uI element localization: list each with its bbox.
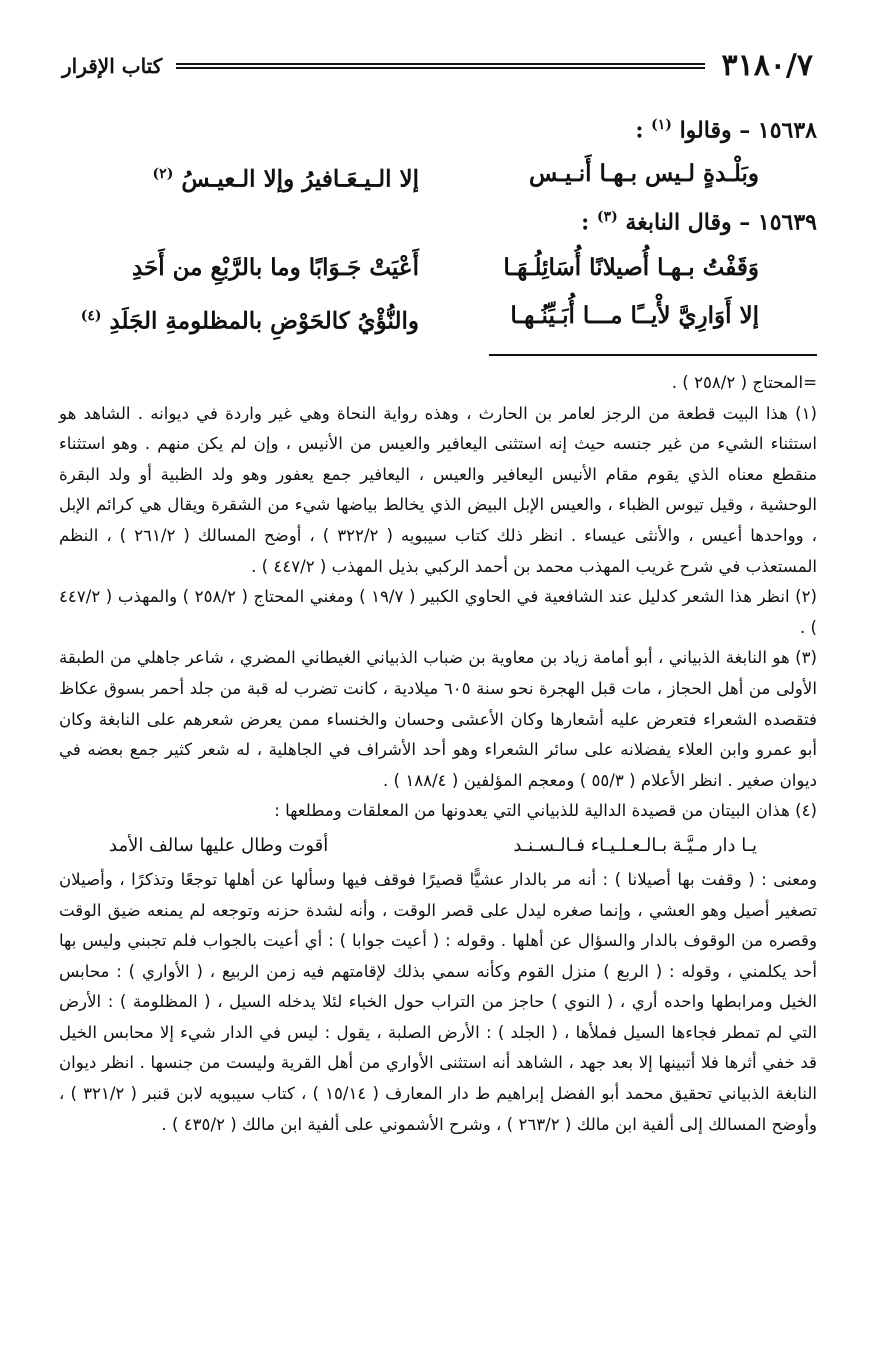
entry-15639-heading <box>581 200 817 239</box>
verse-first-hemistich: وَقَفْتُ بـهـا أُصيلانًا أُسَائِلُـهَـا <box>503 254 759 281</box>
entry-label: ١٥٦٣٩ – وقال النابغة <box>625 209 817 236</box>
footnote-4-body: ومعنى : ( وقفت بها أصيلانا ) : أنه مر بالدار عشيًّا قصيرًا فوقف فيها وسألها عن أهلها توجعًا وتذكرًا ، وأصيلان تصغير أصيل وهو العشي ، وإنما صغره ليدل على قصر الوقت ، وأنه لشدة حزنه وتوجعه لم يمنعه ضيق الوقت وقصره من الوقوف بالدار والسؤال عن أهلها . وقوله : ( أعيت جوابا ) : أي أعيت بالجواب فلم تجبني وليس بها أحد يكلمني ، وقوله : ( الربع ) منزل القوم وكأنه سمي بذلك لإقامتهم فيه زمن الربيع ، ( الأواري ) : محابس الخيل ومرابطها واحده أري ، ( النوي ) حاجز من التراب حول الخباء لئلا يدخله السيل ، ( المظلومة ) : الأرض التي لم تمطر فجاءها السيل فملأها ، ( الجلد ) : الأرض الصلبة ، يقول : ليس في الدار شيء إلا محابس الخيل قد خفي أثرها فلا أتبينها إلا بعد جهد ، الشاهد أنه استثنى الأواري من أهل القرية وليست من جنسها . انظر ديوان النابغة الذبياني تحقيق محمد أبو الفضل إبراهيم ط دار المعارف ( ١٥/١٤ ) ، كتاب سيبويه لابن قنبر ( ٣٢١/٢ ) ، وأوضح المسالك إلى ألفية ابن مالك ( ٢٦٣/٢ ) ، وشرح الأشموني على ألفية ابن مالك ( ٤٣٥/٢ ) . <box>59 869 817 1134</box>
verse-first-hemistich: يـا دار مـيَّـة بـالـعـلـيـاء فـالـسـنـد <box>513 834 757 856</box>
footnote-4-verse <box>59 827 817 865</box>
verse-first-hemistich: إلا أَوَارِيَّ لأْيــًا مـــا أُبَـيِّنُـهـا <box>510 302 759 329</box>
page-reference: ٣١٨٠/٧ <box>721 48 813 83</box>
hemistich-text: إلا الـيـعَـافيرُ وإلا الـعيـسُ <box>181 165 419 193</box>
verse-second-hemistich <box>81 296 419 342</box>
hemistich-text: والنُّؤْيُ كالحَوْضِ بالمظلومةِ الجَلَدِ <box>109 307 419 335</box>
footnote-continuation: =المحتاج ( ٢٥٨/٢ ) . <box>671 373 817 392</box>
footnote-3: (٣) هو النابغة الذبياني ، أبو أمامة زياد بن معاوية بن ضباب الذبياني الغيطاني المضري ، شاعر جاهلي من الطبقة الأولى من أهل الحجاز ، مات قبل الهجرة نحو سنة ٦٠٥ ميلادية ، كانت تضرب له قبة من جلد أحمر بسوق عكاظ فتقصده الشعراء فتعرض عليه أشعارها وكان الأعشى وحسان والخنساء ممن يعرض شعرهم على النابغة وكان أبو عمرو وابن العلاء يفضلانه على سائر الشعراء وهو أحد الأشراف في الجاهلية ، له شعر كثير جمع بعضه في ديوان صغير . انظر الأعلام ( ٥٥/٣ ) ومعجم المؤلفين ( ١٨٨/٤ ) . <box>59 648 817 790</box>
entry-colon: : <box>581 209 590 236</box>
footnote-1: (١) هذا البيت قطعة من الرجز لعامر بن الحارث ، وهذه رواية النحاة وهي غير واردة في ديوانه . الشاهد هو استثناء الشيء من غير جنسه حيث إنه استثنى اليعافير والعيس من الأنيس ، وإن لم يكن منهم . وهو استثناء منقطع معناه الذي يقوم مقام الأنيس اليعافير والعيس ، اليعافير جمع يعفور وهو ولد الظبية أو ولد البقرة الوحشية ، وقيل تيوس الظباء ، والعيس الإبل البيض الذي يخالط بياضها شيء من الشقرة ويقال هي كرائم الإبل ، وواحدها أعيس ، والأنثى عيساء . انظر ذلك كتاب سيبويه ( ٣٢٢/٢ ) ، أوضح المسالك ( ٢٦١/٢ ) ، النظم المستعذب في شرح غريب المهذب محمد بن أحمد الركبي بذيل المهذب ( ٤٤٧/٢ ) . <box>59 403 817 576</box>
page-header <box>62 46 813 86</box>
footnote-4-intro: (٤) هذان البيتان من قصيدة الدالية للذبياني التي يعدونها من المعلقات ومطلعها : <box>274 801 817 821</box>
entry-colon: : <box>635 117 644 144</box>
footnote-2: (٢) انظر هذا الشعر كدليل عند الشافعية في الحاوي الكبير ( ١٩/٧ ) ومغني المحتاج ( ٢٥٨/٢ ) والمهذب ( ٤٤٧/٢ ) . <box>59 587 817 637</box>
entry-label: ١٥٦٣٨ – وقالوا <box>679 117 817 144</box>
entry-15638-heading <box>635 108 817 147</box>
footnote-marker: (٣) <box>596 209 618 225</box>
footnote-marker: (٤) <box>80 308 102 324</box>
footnotes <box>59 368 817 1140</box>
verse-second-hemistich: أقوت وطال عليها سالف الأمد <box>109 834 329 856</box>
footnote-marker: (١) <box>651 117 672 133</box>
footnote-separator <box>489 354 817 356</box>
verse-first-hemistich: وبَلْـدةٍ لـيس بـهـا أَنـيـس <box>528 160 759 187</box>
verse-second-hemistich: أَعْيَتْ جَـوَابًا وما بالرَّبْعِ من أَحَدِ <box>131 254 419 281</box>
book-title: كتاب الإقرار <box>62 54 163 78</box>
verse-second-hemistich <box>153 154 419 200</box>
header-double-rule <box>176 63 705 69</box>
footnote-marker: (٢) <box>152 166 174 182</box>
